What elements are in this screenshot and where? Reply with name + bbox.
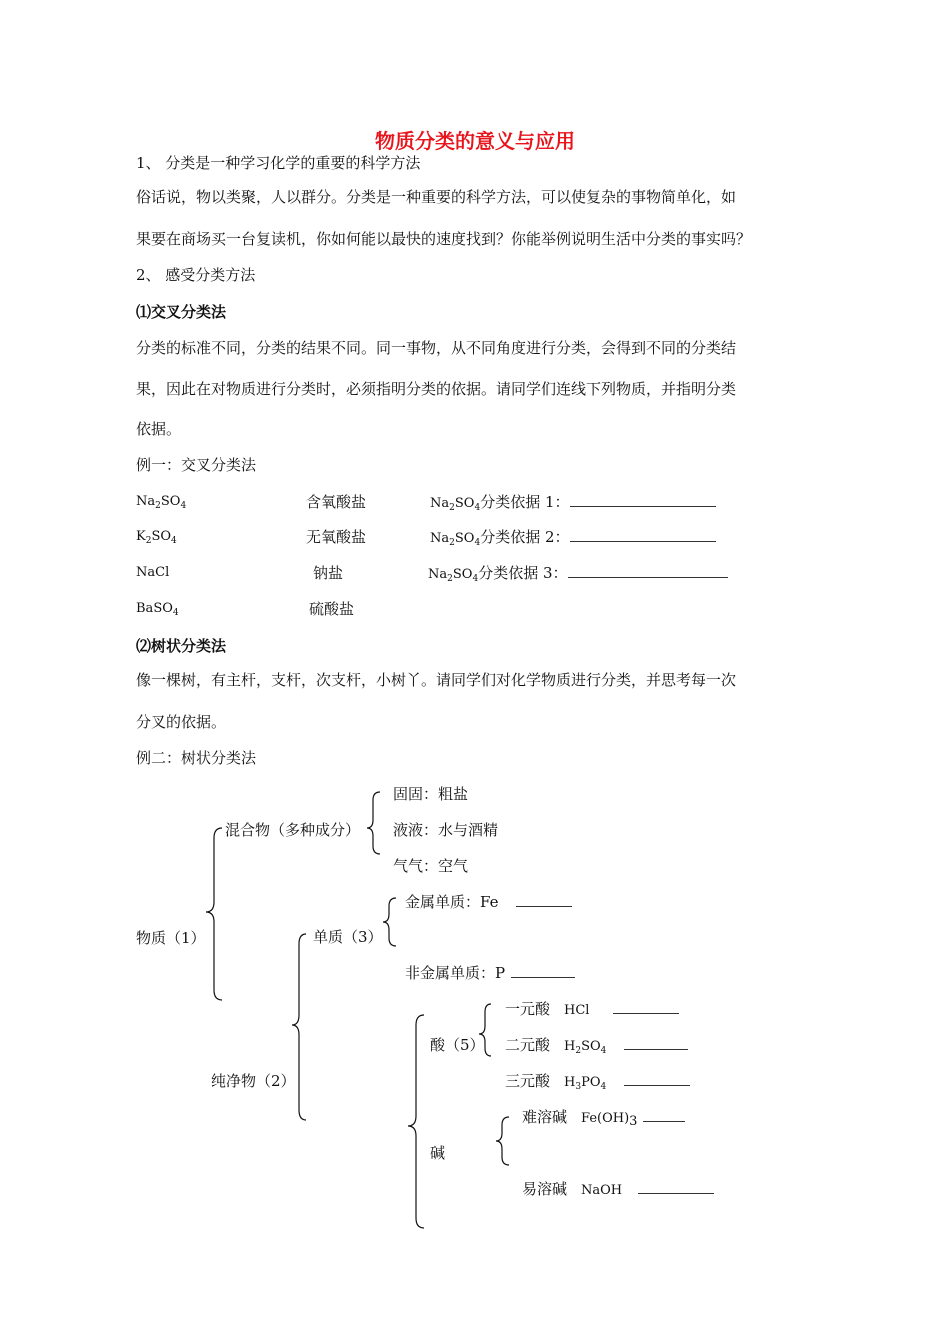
category-item: 钠盐 <box>313 564 344 582</box>
answer-blank[interactable] <box>624 1071 690 1086</box>
basis-item: $Na_2SO_4$分类依据 3： <box>428 563 728 585</box>
tree-acid: 酸（5） <box>430 1036 485 1054</box>
page-title: 物质分类的意义与应用 <box>375 129 575 153</box>
answer-blank[interactable] <box>568 563 728 578</box>
paragraph-line: 果要在商场买一台复读机，你如何能以最快的速度找到？你能举例说明生活中分类的事实吗？ <box>136 230 752 248</box>
tree-metal: 金属单质：Fe <box>405 892 572 912</box>
bracket-mixture <box>367 792 380 854</box>
bracket-pure <box>292 934 306 1120</box>
tree-mixture-liquid: 液液：水与酒精 <box>393 821 499 839</box>
tree-pure: 纯净物（2） <box>211 1072 296 1090</box>
answer-blank[interactable] <box>511 963 575 978</box>
tree-root: 物质（1） <box>136 929 206 947</box>
answer-blank[interactable] <box>624 1035 688 1050</box>
substance-item: BaSO$_4$ <box>136 601 179 618</box>
answer-blank[interactable] <box>638 1179 714 1194</box>
bracket-base <box>496 1117 509 1165</box>
example-2-label: 例二：树状分类法 <box>136 749 257 767</box>
subsection-cross-classification: ⑴交叉分类法 <box>136 303 227 321</box>
tree-base-insoluble: 难溶碱 $Fe(OH)_3$ <box>522 1107 685 1129</box>
category-item: 无氧酸盐 <box>306 528 367 546</box>
paragraph-line: 像一棵树，有主杆，支杆，次支杆，小树丫。请同学们对化学物质进行分类，并思考每一次 <box>136 671 737 689</box>
tree-base-soluble: 易溶碱 NaOH <box>522 1179 714 1201</box>
tree-mixture: 混合物（多种成分） <box>225 821 361 839</box>
paragraph-line: 果，因此在对物质进行分类时，必须指明分类的依据。请同学们连线下列物质，并指明分类 <box>136 380 737 398</box>
answer-blank[interactable] <box>570 527 716 542</box>
paragraph-line: 俗话说，物以类聚，人以群分。分类是一种重要的科学方法，可以使复杂的事物简单化，如 <box>136 188 737 206</box>
tree-acid-di: 二元酸 $H_2SO_4$ <box>505 1035 688 1057</box>
bracket-root <box>206 828 222 1000</box>
basis-item: $Na_2SO_4$分类依据 2： <box>430 527 716 549</box>
tree-element: 单质（3） <box>313 928 383 946</box>
substance-item: NaCl <box>136 565 170 580</box>
basis-item: $Na_2SO_4$分类依据 1： <box>430 492 716 514</box>
substance-item: $K_2SO_4$ <box>136 529 177 546</box>
tree-acid-mono: 一元酸 HCl <box>505 999 679 1021</box>
tree-mixture-solid: 固固：粗盐 <box>393 785 469 803</box>
category-item: 硫酸盐 <box>309 600 355 618</box>
answer-blank[interactable] <box>516 892 572 907</box>
paragraph-line: 分叉的依据。 <box>136 713 227 731</box>
answer-blank[interactable] <box>643 1107 685 1122</box>
tree-nonmetal: 非金属单质：P <box>405 963 575 983</box>
paragraph-line: 依据。 <box>136 420 182 438</box>
section-1-heading: 1、 分类是一种学习化学的重要的科学方法 <box>136 154 421 172</box>
tree-acid-tri: 三元酸 $H_3PO_4$ <box>505 1071 690 1093</box>
answer-blank[interactable] <box>570 492 716 507</box>
tree-mixture-gas: 气气：空气 <box>393 857 469 875</box>
substance-item: $Na_2SO_4$ <box>136 494 187 511</box>
section-2-heading: 2、 感受分类方法 <box>136 266 256 284</box>
bracket-element <box>383 898 396 946</box>
category-item: 含氧酸盐 <box>306 493 367 511</box>
example-1-label: 例一：交叉分类法 <box>136 456 257 474</box>
tree-base: 碱 <box>430 1144 446 1162</box>
bracket-compound <box>408 1015 424 1228</box>
subsection-tree-classification: ⑵树状分类法 <box>136 637 227 655</box>
paragraph-line: 分类的标准不同，分类的结果不同。同一事物，从不同角度进行分类，会得到不同的分类结 <box>136 339 737 357</box>
answer-blank[interactable] <box>613 999 679 1014</box>
